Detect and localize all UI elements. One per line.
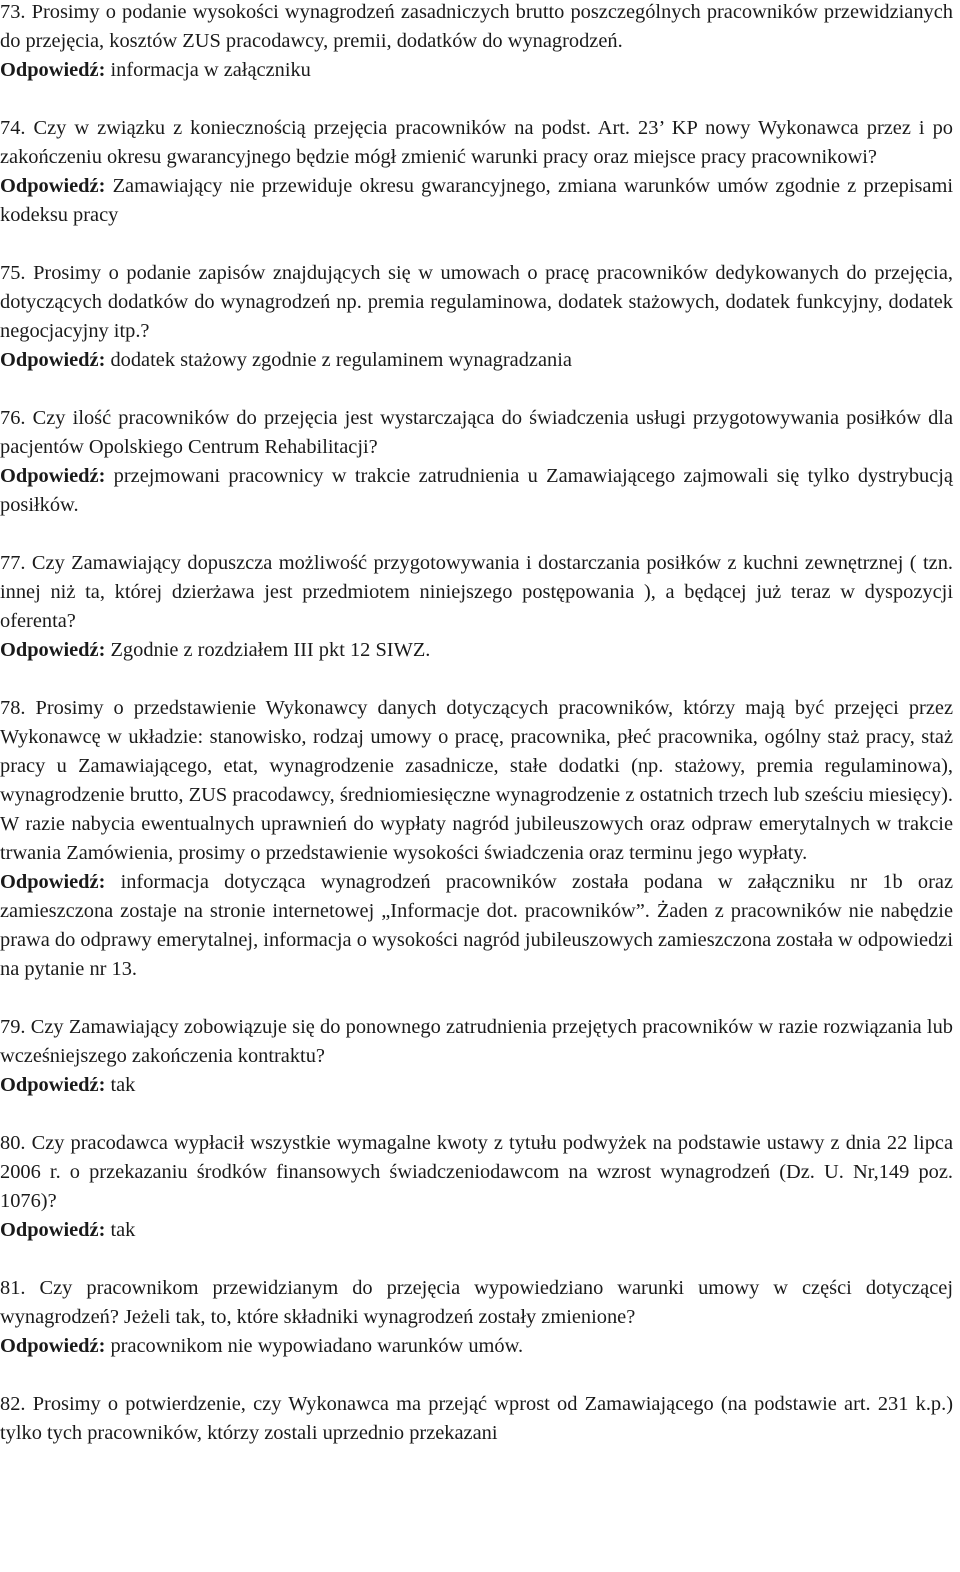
- answer: [0, 56, 953, 85]
- question-text: Prosimy o podanie zapisów znajdujących się w umowach o pracę pracowników dedykowanych do przejęcia, dotyczących dodatków do wynagrodzeń np. premia regulaminowa, dodatek stażowych, dodatek funkcyjny, dodatek negocjacyjny itp.?: [0, 262, 953, 342]
- qa-item-78: [0, 694, 953, 984]
- answer: [0, 346, 953, 375]
- qa-item-74: [0, 114, 953, 230]
- question-text: Prosimy o przedstawienie Wykonawcy danych dotyczących pracowników, którzy mają być przejęci przez Wykonawcę w układzie: stanowisko, rodzaj umowy o pracę, pracownika, płeć pracownika, ogólny staż pracy, staż pracy u Zamawiającego, etat, wynagrodzenie zasadnicze, stałe dodatki (np. stażowy, premia regulaminowa), wynagrodzenie brutto, ZUS pracodawcy, średniomiesięczne wynagrodzenie z ostatnich trzech lub sześciu miesięcy). W razie nabycia ewentualnych uprawnień do wypłaty nagród jubileuszowych oraz odpraw emerytalnych w trakcie trwania Zamówienia, prosimy o przedstawienie wysokości świadczenia oraz terminu jego wypłaty.: [0, 697, 953, 864]
- answer-text: pracownikom nie wypowiadano warunków umów.: [110, 1335, 524, 1357]
- answer-label: Odpowiedź:: [0, 349, 106, 371]
- qa-item-80: [0, 1129, 953, 1245]
- answer-label: Odpowiedź:: [0, 1074, 106, 1096]
- answer-text: przejmowani pracownicy w trakcie zatrudnienia u Zamawiającego zajmowali się tylko dystrybucją posiłków.: [0, 465, 953, 516]
- question: [0, 1129, 953, 1216]
- answer: [0, 636, 953, 665]
- qa-item-81: [0, 1274, 953, 1361]
- qa-item-76: [0, 404, 953, 520]
- answer: [0, 1216, 953, 1245]
- qa-item-79: [0, 1013, 953, 1100]
- answer: [0, 172, 953, 230]
- qa-item-77: [0, 549, 953, 665]
- question: [0, 1390, 953, 1448]
- question-text: Czy ilość pracowników do przejęcia jest wystarczająca do świadczenia usługi przygotowywania posiłków dla pacjentów Opolskiego Centrum Rehabilitacji?: [0, 407, 953, 458]
- question-text: Czy pracodawca wypłacił wszystkie wymagalne kwoty z tytułu podwyżek na podstawie ustawy z dnia 22 lipca 2006 r. o przekazaniu środków finansowych świadczeniodawcom na wzrost wynagrodzeń (Dz. U. Nr,149 poz. 1076)?: [0, 1132, 953, 1212]
- question: [0, 259, 953, 346]
- answer: [0, 462, 953, 520]
- qa-item-73: [0, 0, 953, 85]
- answer-text: tak: [110, 1219, 136, 1241]
- answer-label: Odpowiedź:: [0, 465, 106, 487]
- question-number: 79.: [0, 1016, 26, 1038]
- question-number: 77.: [0, 552, 26, 574]
- answer-label: Odpowiedź:: [0, 59, 106, 81]
- question-text: Czy w związku z koniecznością przejęcia pracowników na podst. Art. 23’ KP nowy Wykonawca przez i po zakończeniu okresu gwarancyjnego będzie mógł zmienić warunki pracy oraz miejsce pracy pracownikowi?: [0, 117, 953, 168]
- question: [0, 694, 953, 868]
- question-number: 74.: [0, 117, 26, 139]
- answer: [0, 1071, 953, 1100]
- question-number: 73.: [0, 1, 26, 23]
- question-number: 82.: [0, 1393, 26, 1415]
- answer: [0, 868, 953, 984]
- question-number: 78.: [0, 697, 26, 719]
- question-text: Prosimy o podanie wysokości wynagrodzeń zasadniczych brutto poszczególnych pracowników przewidzianych do przejęcia, kosztów ZUS pracodawcy, premii, dodatków do wynagrodzeń.: [0, 1, 953, 52]
- question: [0, 114, 953, 172]
- qa-item-82: [0, 1390, 953, 1448]
- answer-label: Odpowiedź:: [0, 871, 106, 893]
- question: [0, 1274, 953, 1332]
- question-number: 76.: [0, 407, 26, 429]
- question-text: Czy Zamawiający dopuszcza możliwość przygotowywania i dostarczania posiłków z kuchni zewnętrznej ( tzn. innej niż ta, której dzierżawa jest przedmiotem niniejszego postępowania ), a będącej już teraz w dyspozycji oferenta?: [0, 552, 953, 632]
- question: [0, 1013, 953, 1071]
- answer-text: informacja dotycząca wynagrodzeń pracowników została podana w załączniku nr 1b oraz zamieszczona zostaje na stronie internetowej „Informacje dot. pracowników”. Żaden z pracowników nie nabędzie prawa do odprawy emerytalnej, informacja o wysokości nagród jubileuszowych zamieszczona została w odpowiedzi na pytanie nr 13.: [0, 871, 953, 980]
- answer-text: Zamawiający nie przewiduje okresu gwarancyjnego, zmiana warunków umów zgodnie z przepisami kodeksu pracy: [0, 175, 953, 226]
- question-text: Prosimy o potwierdzenie, czy Wykonawca ma przejąć wprost od Zamawiającego (na podstawie art. 231 k.p.) tylko tych pracowników, którzy zostali uprzednio przekazani: [0, 1393, 953, 1444]
- answer-text: Zgodnie z rozdziałem III pkt 12 SIWZ.: [110, 639, 431, 661]
- question: [0, 404, 953, 462]
- answer-text: tak: [110, 1074, 136, 1096]
- question-text: Czy pracownikom przewidzianym do przejęcia wypowiedziano warunki umowy w części dotyczącej wynagrodzeń? Jeżeli tak, to, które składniki wynagrodzeń zostały zmienione?: [0, 1277, 953, 1328]
- question-text: Czy Zamawiający zobowiązuje się do ponownego zatrudnienia przejętych pracowników w razie rozwiązania lub wcześniejszego zakończenia kontraktu?: [0, 1016, 953, 1067]
- question-number: 80.: [0, 1132, 26, 1154]
- question-number: 81.: [0, 1277, 26, 1299]
- answer-text: dodatek stażowy zgodnie z regulaminem wynagradzania: [110, 349, 572, 371]
- answer-text: informacja w załączniku: [110, 59, 311, 81]
- answer-label: Odpowiedź:: [0, 175, 106, 197]
- answer-label: Odpowiedź:: [0, 1335, 106, 1357]
- answer-label: Odpowiedź:: [0, 1219, 106, 1241]
- question: [0, 549, 953, 636]
- answer: [0, 1332, 953, 1361]
- question-number: 75.: [0, 262, 26, 284]
- question: [0, 0, 953, 56]
- answer-label: Odpowiedź:: [0, 639, 106, 661]
- qa-item-75: [0, 259, 953, 375]
